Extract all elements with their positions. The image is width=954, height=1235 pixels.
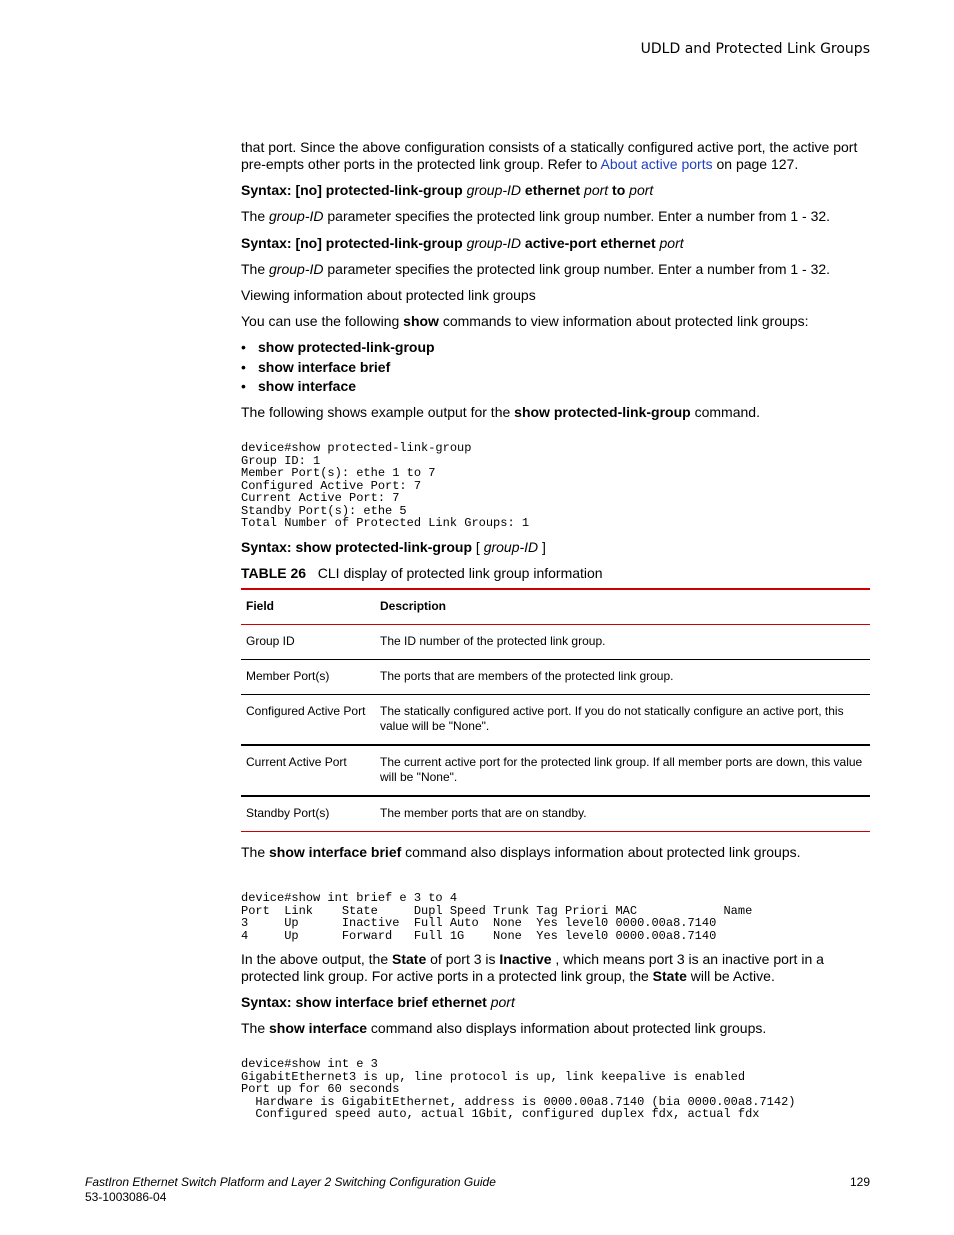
table-cell: Standby Port(s) — [246, 806, 330, 820]
running-header: UDLD and Protected Link Groups — [640, 41, 870, 57]
table-row — [241, 660, 870, 695]
table-cell: Member Port(s) — [246, 669, 330, 683]
intro-text: pre-empts other ports in the protected link group. Refer to — [241, 156, 601, 172]
table-header-row — [241, 588, 870, 625]
syntax-show-protected-link-group: Syntax: show protected-link-group [ group-ID ] — [241, 539, 546, 555]
table-cell: Configured Active Port — [246, 704, 366, 718]
table-cell: The statically configured active port. If you do not statically configure an active port, this value will be "None". — [380, 704, 844, 733]
list-item: • show interface — [241, 378, 357, 394]
table-row — [241, 625, 870, 660]
column-header-field: Field — [246, 599, 275, 613]
section-heading: Viewing information about protected link groups — [241, 287, 536, 303]
table-cell: Group ID — [246, 634, 295, 648]
show-interface-intro: The show interface command also displays information about protected link groups. — [241, 1020, 767, 1036]
table-row — [241, 797, 870, 832]
list-item: • show interface brief — [241, 358, 391, 375]
syntax-active-port: Syntax: [no] protected-link-group group-ID active-port ethernet port — [241, 235, 684, 251]
intro-line-2 — [241, 156, 871, 173]
example-intro: The following shows example output for the show protected-link-group command. — [241, 404, 760, 420]
table-cell: Current Active Port — [246, 755, 347, 769]
intro-page-ref: on page 127. — [712, 156, 799, 172]
table-cell: The current active port for the protected link group. If all member ports are down, this value will be "None". — [380, 755, 863, 784]
page-footer — [85, 1175, 496, 1205]
column-header-description: Description — [380, 599, 447, 613]
code-block-protected-link-group: device#show protected-link-group Group ID: 1 Member Port(s): ethe 1 to 7 Configured Active Port: 7 Current Active Port: 7 Standby Port(s): ethe 5 Total Number of Protected Link Groups: 1 — [241, 441, 530, 530]
protected-link-group-table — [241, 588, 870, 832]
intro-line-1: that port. Since the above configuration consists of a statically configured active port, the active port — [241, 139, 858, 155]
footer-title: FastIron Ethernet Switch Platform and Layer 2 Switching Configuration Guide — [85, 1175, 496, 1189]
page-number: 129 — [849, 1175, 870, 1189]
list-item: • show protected-link-group — [241, 339, 435, 355]
show-commands-intro: You can use the following show commands to view information about protected link groups: — [241, 313, 809, 329]
table-cell: The member ports that are on standby. — [380, 806, 587, 820]
show-interface-brief-intro: The show interface brief command also displays information about protected link groups. — [241, 844, 801, 860]
show-commands-list — [241, 338, 435, 397]
output-explanation: In the above output, the State of port 3 is Inactive , which means port 3 is an inactive port in a protected link group. For active ports in a protected link group, the State will be Active. — [241, 951, 824, 984]
code-block-interface-brief: device#show int brief e 3 to 4 Port Link State Dupl Speed Trunk Tag Priori MAC Name 3 Up Inactive Full Auto None Yes level0 0000.00a8.7140 4 Up Forward Full 1G None Yes level0 0000.00a8.7140 — [241, 891, 753, 943]
about-active-ports-link[interactable]: About active ports — [600, 156, 713, 172]
intro-paragraph — [241, 139, 871, 173]
table-cell: The ID number of the protected link group. — [380, 634, 606, 648]
table-row — [241, 746, 870, 797]
table-cell: The ports that are members of the protected link group. — [380, 669, 674, 683]
syntax-show-interface-brief: Syntax: show interface brief ethernet port — [241, 994, 515, 1010]
footer-doc-number: 53-1003086-04 — [85, 1190, 167, 1204]
code-block-show-interface: device#show int e 3 GigabitEthernet3 is up, line protocol is up, link keepalive is enabled Port up for 60 seconds Hardware is GigabitEthernet, address is 0000.00a8.7140 (bia 0000.00a8.7142) Configured speed auto, actual 1Gbit, configured duplex fdx, actual fdx — [241, 1057, 796, 1121]
group-id-description-1: The group-ID parameter specifies the protected link group number. Enter a number from 1 - 32. — [241, 208, 831, 224]
table-row — [241, 695, 870, 746]
group-id-description-2: The group-ID parameter specifies the protected link group number. Enter a number from 1 - 32. — [241, 261, 831, 277]
table-caption: TABLE 26 CLI display of protected link group information — [241, 565, 603, 581]
syntax-group-ethernet: Syntax: [no] protected-link-group group-ID ethernet port to port — [241, 182, 654, 198]
